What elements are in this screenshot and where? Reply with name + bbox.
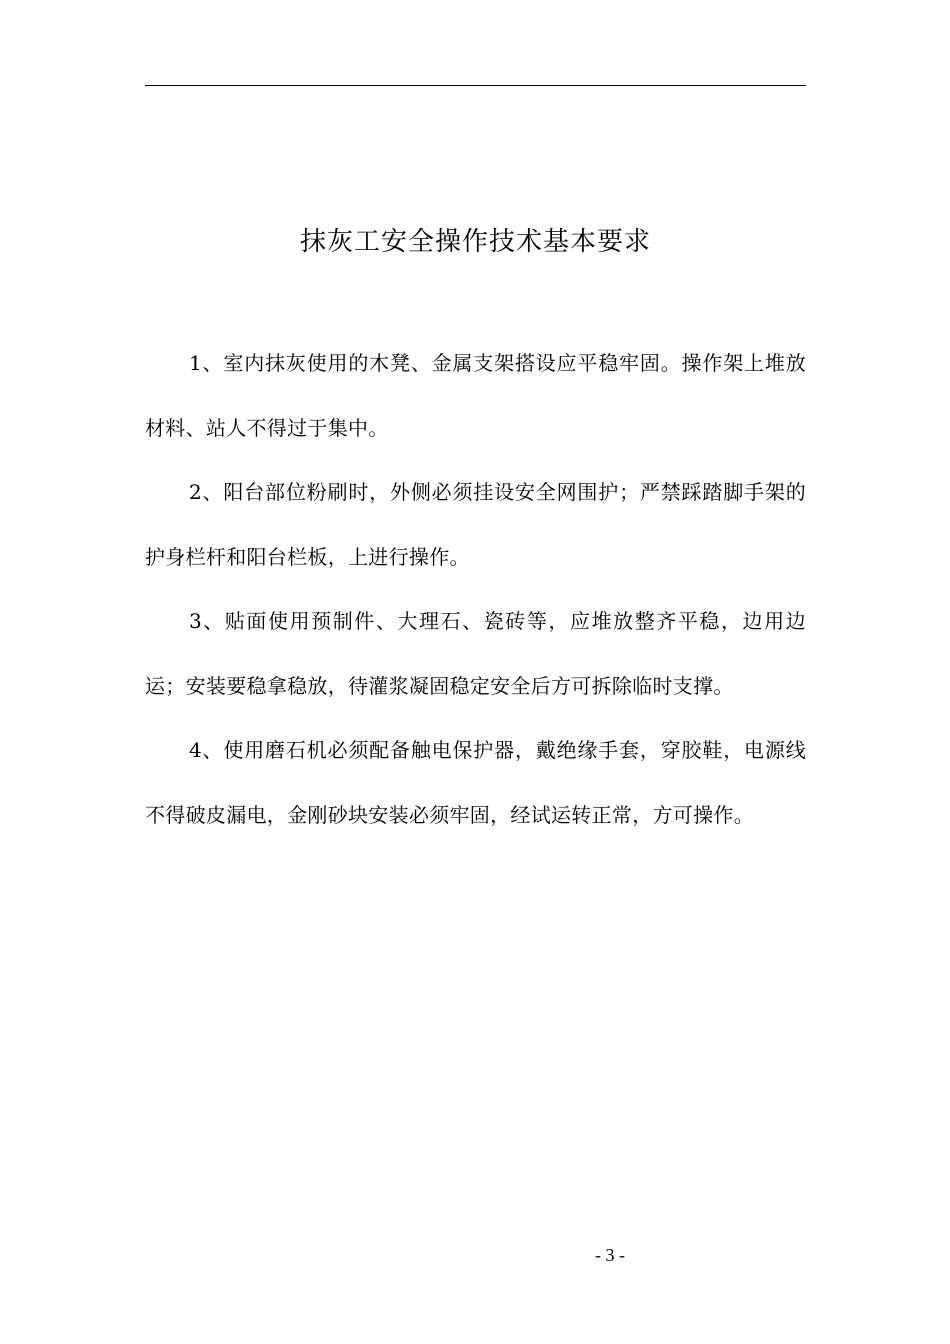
paragraph-1: 1、室内抹灰使用的木凳、金属支架搭设应平稳牢固。操作架上堆放材料、站人不得过于集中。	[145, 351, 806, 440]
document-body	[145, 331, 806, 847]
header-rule	[145, 85, 806, 86]
page-number: - 3 -	[595, 1245, 625, 1265]
paragraph-4: 4、使用磨石机必须配备触电保护器，戴绝缘手套，穿胶鞋，电源线不得破皮漏电，金刚砂块安装必须牢固，经试运转正常，方可操作。	[145, 738, 806, 827]
paragraph-3: 3、贴面使用预制件、大理石、瓷砖等，应堆放整齐平稳，边用边运；安装要稳拿稳放，待灌浆凝固稳定安全后方可拆除临时支撑。	[145, 609, 806, 698]
document-title: 抹灰工安全操作技术基本要求	[299, 227, 651, 257]
paragraph-2: 2、阳台部位粉刷时，外侧必须挂设安全网围护；严禁踩踏脚手架的护身栏杆和阳台栏板，上进行操作。	[145, 480, 806, 569]
